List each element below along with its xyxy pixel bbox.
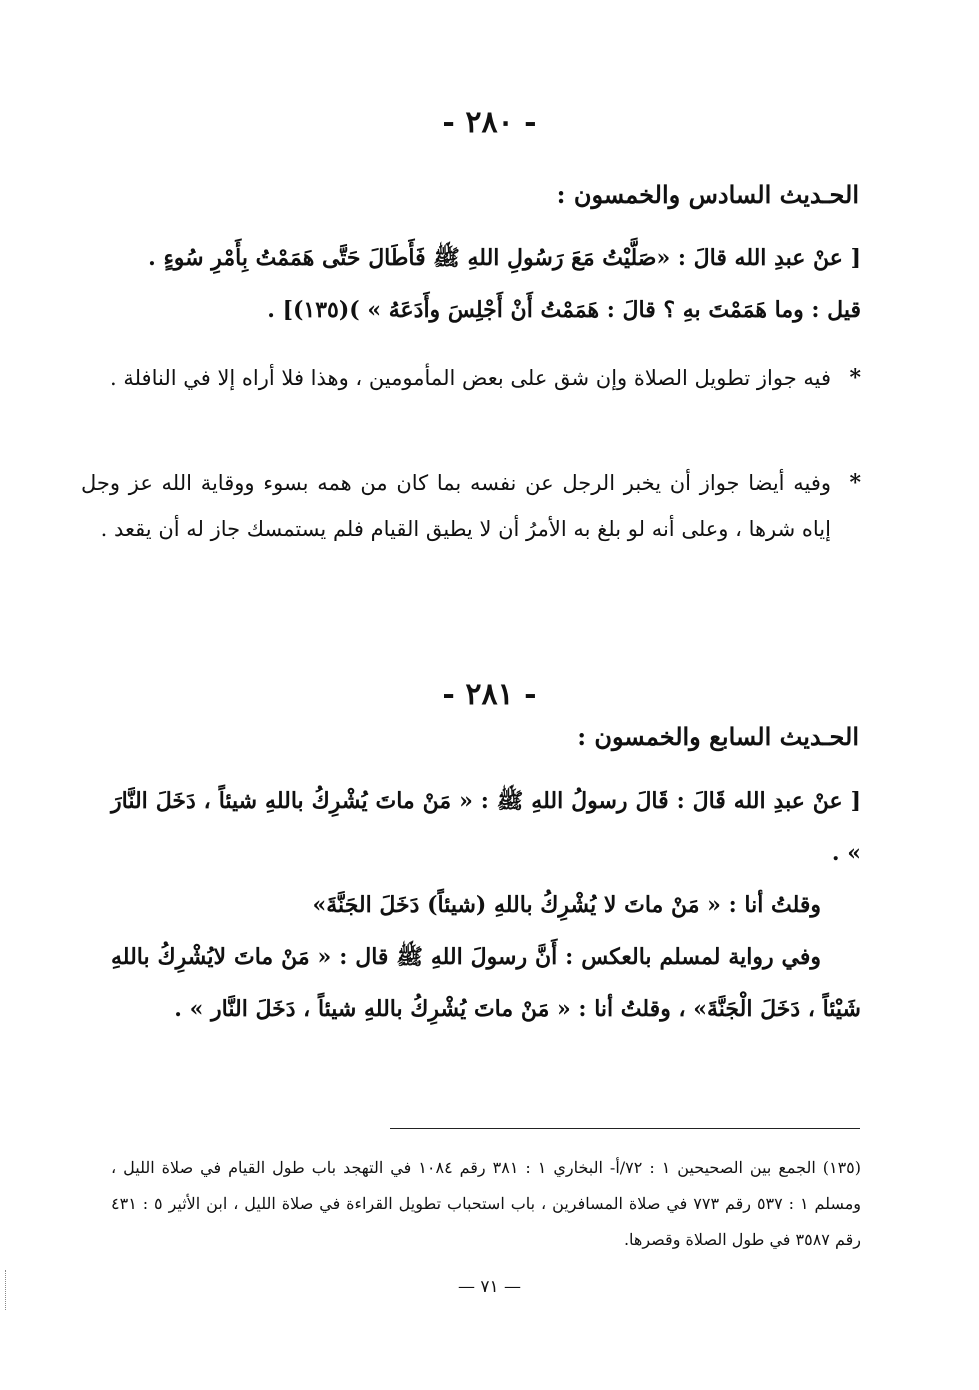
bullet-star: *: [849, 365, 861, 391]
footnote-135: (١٣٥) الجمع بين الصحيحين ١ : ٧٢/أ- البخاري ١ : ٣٨١ رقم ١٠٨٤ في التهجد باب طول القيام في صلاة الليل ، ومسلم ١ : ٥٣٧ رقم ٧٧٣ في صلاة المسافرين ، باب استحباب تطويل القراءة في صلاة الليل ، ابن الأثير ٥ : ٤٣١ رقم ٣٥٨٧ في طول الصلاة وقصرها.: [111, 1158, 862, 1249]
section-heading-56: الحـديث السادس والخمسون :: [556, 180, 859, 209]
commentary-text: فيه جواز تطويل الصلاة وإن شق على بعض المأمومين ، وهذا فلا أراه إلا في النافلة .: [109, 366, 831, 390]
commentary-text: وفيه أيضا جواز أن يخبر الرجل عن نفسه بما كان من همه بسوء ووقاية الله عز وجل إياه شرها ، وعلى أنه لو بلغ به الأمرُ أن لا يطيق القيام فلم يستمسك جاز له أن يقعد .: [81, 471, 831, 541]
scan-edge-mark: [5, 1270, 7, 1310]
page-number: — ٧١ —: [457, 1277, 522, 1297]
hadith-number-280: - ٢٨٠ -: [442, 105, 537, 140]
commentary-note: [81, 460, 861, 552]
commentary-note: [81, 355, 861, 401]
footnote-divider: [390, 1128, 860, 1129]
hadith-number-281: - ٢٨١ -: [442, 677, 537, 712]
bullet-star: *: [849, 470, 861, 496]
hadith-text-57: [111, 775, 861, 1035]
hadith-line: قيل : وما هَمَمْتَ بهِ ؟ قالَ : هَمَمْتُ أَنْ أَجْلِسَ وأَدَعَهُ » )(١٣٥)] .: [267, 297, 861, 323]
section-heading-57: الحـديث السابع والخمسون :: [577, 722, 859, 751]
hadith-paragraph: [ عنْ عبدِ الله قَالَ : قَالَ رسولُ اللهِ ﷺ : « مَنْ ماتَ يُشْرِكُ باللهِ شيئاً ، دَخَلَ النَّارَ » .: [111, 788, 861, 866]
hadith-line: [ عنْ عبدِ الله قالَ : «صَلَّيْتُ مَعَ رَسُولِ اللهِ ﷺ فَأَطَالَ حَتَّى هَمَمْتُ بِأَمْرِ سُوءٍ .: [148, 245, 861, 271]
hadith-paragraph: وقلتُ أنا : « مَنْ ماتَ لا يُشْرِكُ باللهِ (شيئاً) دَخَلَ الجَنَّةَ»: [312, 892, 821, 918]
hadith-paragraph: وفي رواية لمسلم بالعكس : أَنَّ رسولَ اللهِ ﷺ قال : « مَنْ ماتَ لايُشْرِكُ باللهِ شَيْئاً ، دَخَلَ الْجَنَّةَ» ، وقلتُ أنا : « مَنْ ماتَ يُشْرِكُ باللهِ شيئاً ، دَخَلَ النَّار » .: [111, 944, 861, 1022]
hadith-text-56: [111, 232, 861, 336]
